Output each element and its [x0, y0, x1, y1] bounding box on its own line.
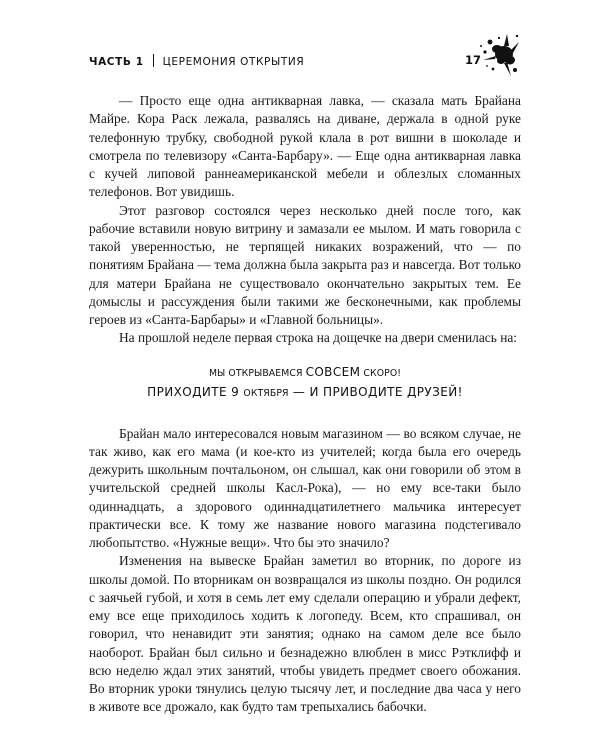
body-text	[89, 92, 521, 717]
sign-line-1-part-a: МЫ ОТКРЫВАЕМСЯ	[208, 367, 306, 379]
paragraph: — Просто еще одна антикварная лавка, — сказала мать Брайана Майре. Кора Раск лежала, развалясь на диване, держала в одной руке телефонную трубку, свободной рукой клала в рот вишни в шоколаде и смотрела по телевизору «Санта-Барбару». — Еще одна антикварная лавка с кучей липовой раннеамериканской мебели и облезлых сломанных телефонов. Вот увидишь.	[89, 93, 521, 200]
paragraph: На прошлой неделе первая строка на дощечке на двери сменилась на:	[119, 330, 518, 346]
sign-line-1-part-b: СОВСЕМ	[305, 364, 361, 379]
head-separator	[153, 54, 154, 67]
paragraph: Изменения на вывеске Брайан заметил во вторник, по дороге из школы домой. По вторникам он возвращался из школы поздно. Он родился с заячьей губой, и хотя в семь лет ему сделали операцию и убрали дефект, ему все еще приходилось ходить к логопеду. Всем, кто спрашивал, он говорил, что ненавидит эти занятия; однако на самом деле все было наоборот. Брайан был сильно и безнадежно влюблен в мисс Рэтклифф и всю неделю ждал этих занятий, чтобы увидеть предмет своего обожания. Во вторник уроки тянулись целую тысячу лет, и последние два часа у него в животе все дрожало, как будто там трепыхались бабочки.	[89, 553, 521, 715]
paragraph: Брайан мало интересовался новым магазином — во всяком случае, не так живо, как его мама (и кое-кто из учителей; когда была его очередь дежурить школьным почтальоном, он слышал, как они говорили об этом в учительской средней школы Касл-Рока), — но ему все-таки было одиннадцать, а здорового одиннадцатилетнего мальчика интересует практически все. К тому же название нового магазина подстегивало любопытство. «Нужные вещи». Что бы это значило?	[89, 425, 521, 550]
sign-line-2	[89, 383, 521, 403]
paragraph: Этот разговор состоялся через несколько дней после того, как рабочие вставили новую витрину и замазали ее мылом. И мать говорила с такой уверенностью, не терпящей никаких возражений, что — по понятиям Брайана — тема должна была закрыта раз и навсегда. Вот только для матери Брайана не существовало окончательно закрытых тем. Ее домыслы и рассуждения были такими же бесконечными, как проблемы героев из «Санта-Барбары» и «Главной больницы».	[89, 202, 521, 327]
ink-splat-ornament	[463, 30, 519, 78]
chapter-title: ЦЕРЕМОНИЯ ОТКРЫТИЯ	[162, 56, 305, 68]
running-head	[89, 48, 519, 72]
sign-line-1	[89, 363, 521, 383]
sign-line-2-part-c: — И ПРИВОДИТЕ ДРУЗЕЙ!	[288, 384, 463, 399]
sign-line-1-part-c: СКОРО!	[360, 367, 402, 379]
part-label: ЧАСТЬ 1	[89, 56, 144, 68]
sign-text	[89, 363, 521, 403]
running-head-text	[89, 54, 304, 68]
page-number: 17	[464, 53, 481, 67]
sign-line-2-part-b: ОКТЯБРЯ	[243, 387, 289, 399]
sign-line-2-part-a: ПРИХОДИТЕ 9	[147, 384, 244, 399]
